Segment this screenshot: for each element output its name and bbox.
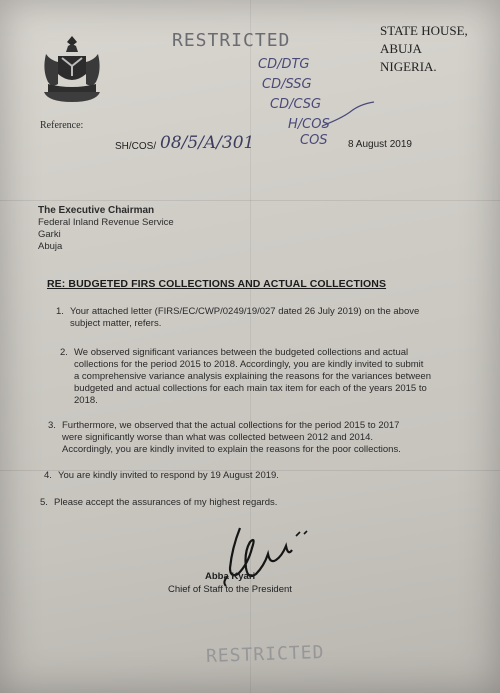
restricted-stamp-bottom: RESTRICTED xyxy=(205,641,325,668)
addressee-block xyxy=(38,205,174,253)
signer-name: Abba Kyari xyxy=(205,571,256,582)
addressee-line: Garki xyxy=(38,229,61,240)
addressee-line: Federal Inland Revenue Service xyxy=(38,217,174,228)
paragraph-line: subject matter, refers. xyxy=(70,318,162,329)
handwritten-note: CD/DTG xyxy=(258,57,310,72)
signer-title: Chief of Staff to the President xyxy=(168,584,292,595)
address-line: STATE HOUSE, xyxy=(380,23,468,38)
paragraph-1 xyxy=(56,306,460,330)
reference-label: Reference: xyxy=(40,120,84,131)
coat-of-arms-icon xyxy=(38,32,106,108)
paragraph-line: 2018. xyxy=(74,395,98,406)
reference-number-printed: SH/COS/ xyxy=(115,141,157,152)
reference-number-handwritten: 08/5/A/301 xyxy=(160,133,255,153)
handwritten-note: CD/CSG xyxy=(270,97,322,112)
sender-address xyxy=(380,22,468,76)
paragraph-4 xyxy=(44,470,458,482)
letter-subject: RE: BUDGETED FIRS COLLECTIONS AND ACTUAL COLLECTIONS xyxy=(47,278,387,290)
paragraph-line: You are kindly invited to respond by 19 August 2019. xyxy=(58,470,279,481)
paragraph-number: 5. xyxy=(40,497,48,508)
paragraph-5 xyxy=(40,497,454,509)
addressee-name: The Executive Chairman xyxy=(38,205,155,216)
paragraph-3 xyxy=(48,420,472,456)
paragraph-number: 1. xyxy=(56,306,64,317)
addressee-line: Abuja xyxy=(38,241,63,252)
paragraph-number: 3. xyxy=(48,420,56,431)
letter-date: 8 August 2019 xyxy=(348,139,412,150)
paragraph-line: Accordingly, you are kindly invited to explain the reasons for the poor collections. xyxy=(62,444,401,455)
address-line: NIGERIA. xyxy=(380,59,437,74)
paragraph-line: Furthermore, we observed that the actual collections for the period 2015 to 2017 xyxy=(62,420,400,431)
paragraph-line: Your attached letter (FIRS/EC/CWP/0249/19/027 dated 26 July 2019) on the above xyxy=(70,306,420,317)
paragraph-line: a comprehensive variance analysis explaining the reasons for the variances between xyxy=(74,371,431,382)
paragraph-line: Please accept the assurances of my highest regards. xyxy=(54,497,278,508)
paragraph-number: 4. xyxy=(44,470,52,481)
paragraph-line: budgeted and actual collections for each main tax item for each of the years 2015 to xyxy=(74,383,427,394)
paragraph-line: were significantly worse than what was collected between 2012 and 2014. xyxy=(62,432,374,443)
address-line: ABUJA xyxy=(380,41,422,56)
restricted-stamp-top: RESTRICTED xyxy=(172,30,291,51)
handwritten-note: CD/SSG xyxy=(262,77,312,92)
handwritten-scribble-icon xyxy=(320,100,380,130)
paragraph-2 xyxy=(60,347,474,407)
paragraph-line: We observed significant variances between the budgeted collections and actual xyxy=(74,347,409,358)
paragraph-number: 2. xyxy=(60,347,68,358)
handwritten-note: COS xyxy=(300,133,328,148)
handwritten-note: H/COS xyxy=(288,117,330,132)
paragraph-line: collections for the period 2015 to 2018. Accordingly, you are kindly invited to submit xyxy=(74,359,424,370)
